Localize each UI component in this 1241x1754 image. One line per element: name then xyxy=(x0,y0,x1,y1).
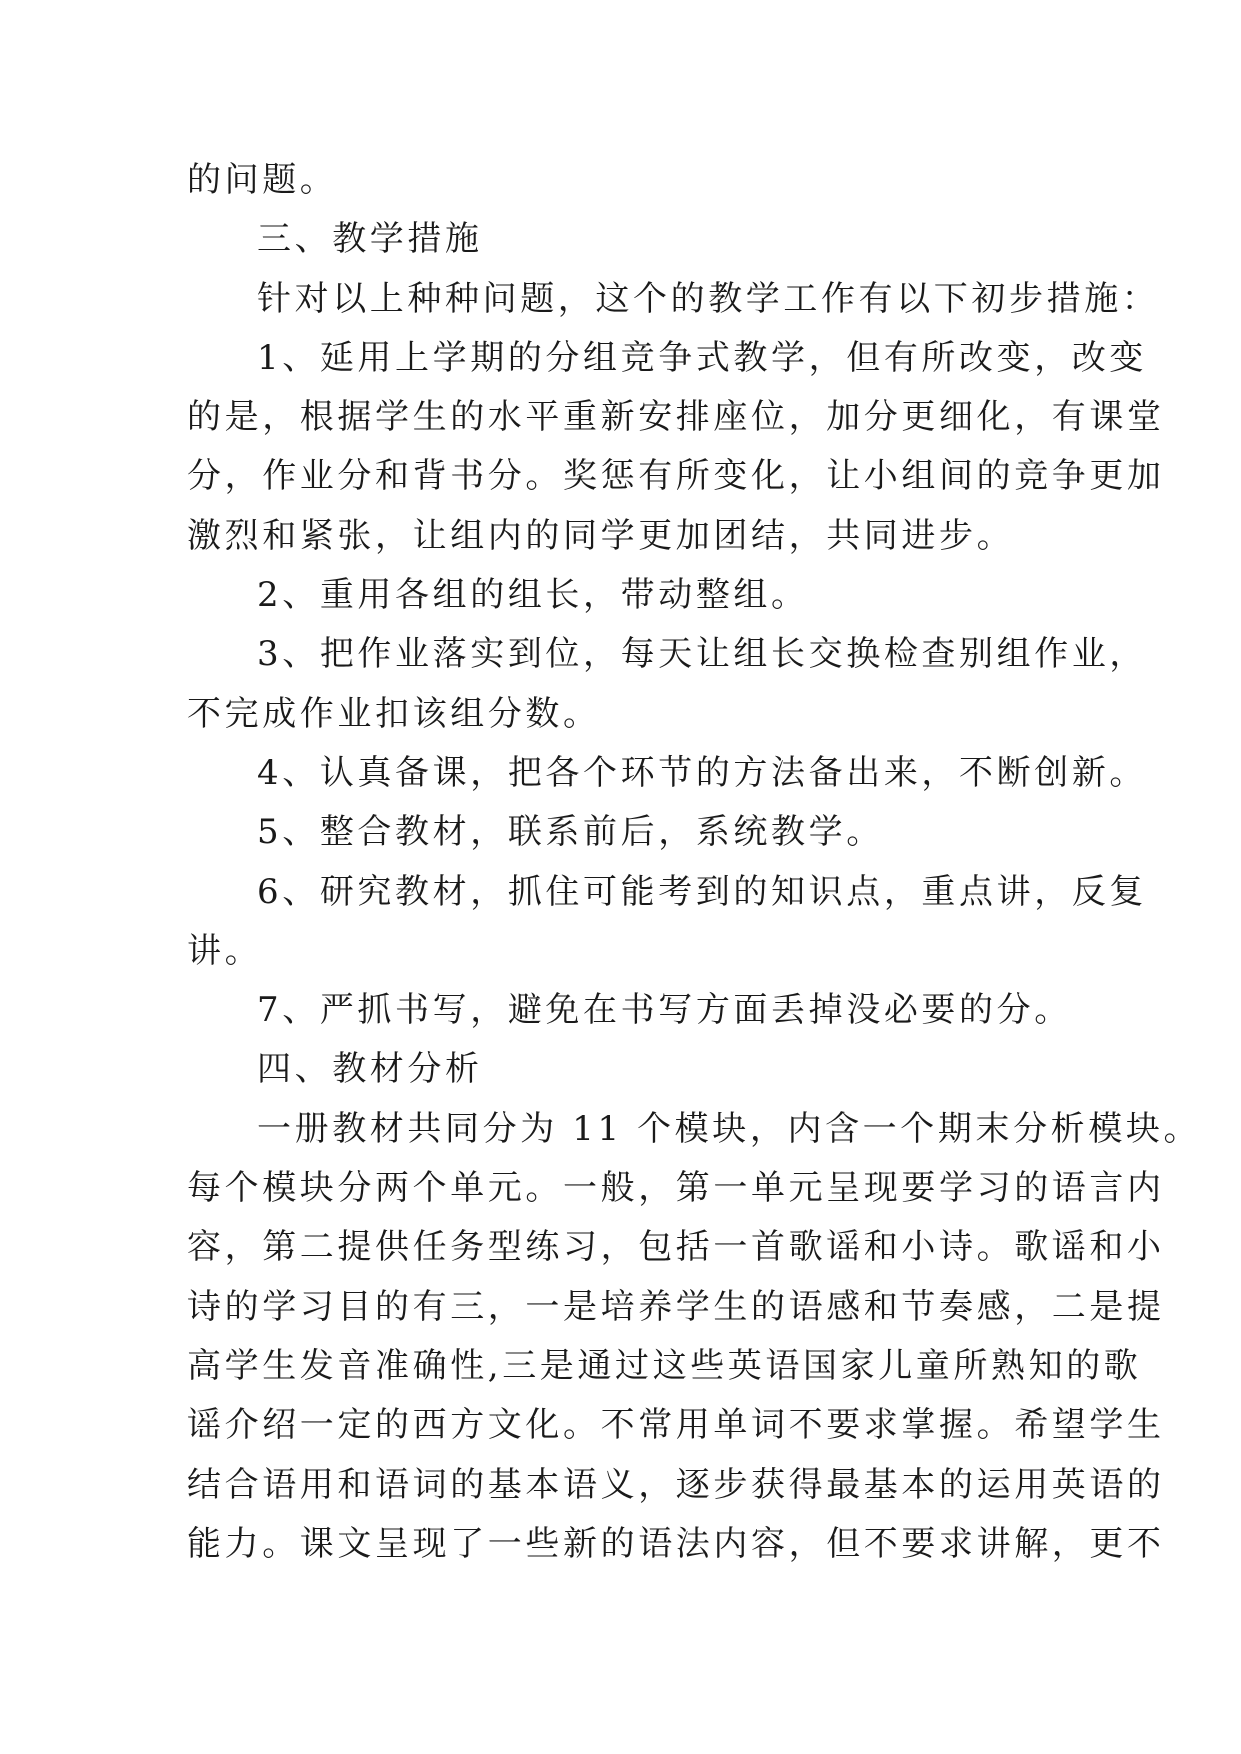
text-line: 不完成作业扣该组分数。 xyxy=(187,693,601,734)
text-line: 分，作业分和背书分。奖惩有所变化，让小组间的竞争更加 xyxy=(187,456,1165,497)
text-line: 能力。课文呈现了一些新的语法内容，但不要求讲解，更不 xyxy=(187,1523,1165,1564)
text-line: 每个模块分两个单元。一般，第一单元呈现要学习的语言内 xyxy=(187,1168,1165,1209)
section-heading: 三、教学措施 xyxy=(257,219,483,260)
list-item: 5、整合教材，联系前后，系统教学。 xyxy=(257,812,884,853)
text-line: 结合语用和语词的基本语义，逐步获得最基本的运用英语的 xyxy=(187,1464,1165,1505)
text-line: 针对以上种种问题，这个的教学工作有以下初步措施： xyxy=(257,278,1160,319)
text-line: 容，第二提供任务型练习，包括一首歌谣和小诗。歌谣和小 xyxy=(187,1227,1165,1268)
section-heading: 四、教材分析 xyxy=(257,1049,483,1090)
list-item: 1、延用上学期的分组竞争式教学，但有所改变，改变 xyxy=(257,337,1148,378)
list-item: 3、把作业落实到位，每天让组长交换检查别组作业， xyxy=(257,634,1148,675)
document-body xyxy=(187,151,1202,1574)
text-line: 的问题。 xyxy=(187,160,338,200)
text-line: 一册教材共同分为 11 个模块，内含一个期末分析模块。 xyxy=(257,1108,1202,1149)
text-line: 谣介绍一定的西方文化。不常用单词不要求掌握。希望学生 xyxy=(187,1405,1165,1446)
text-line: 诗的学习目的有三，一是培养学生的语感和节奏感，二是提 xyxy=(187,1286,1165,1327)
text-line: 激烈和紧张，让组内的同学更加团结，共同进步。 xyxy=(187,515,1015,556)
list-item: 4、认真备课，把各个环节的方法备出来，不断创新。 xyxy=(257,752,1148,793)
list-item: 7、严抓书写，避免在书写方面丢掉没必要的分。 xyxy=(257,990,1072,1031)
text-line: 高学生发音准确性,三是通过这些英语国家儿童所熟知的歌 xyxy=(187,1345,1142,1386)
text-line: 讲。 xyxy=(187,930,263,971)
list-item: 6、研究教材，抓住可能考到的知识点，重点讲，反复 xyxy=(257,871,1148,912)
text-line: 的是，根据学生的水平重新安排座位，加分更细化，有课堂 xyxy=(187,397,1165,438)
list-item: 2、重用各组的组长，带动整组。 xyxy=(257,575,809,616)
